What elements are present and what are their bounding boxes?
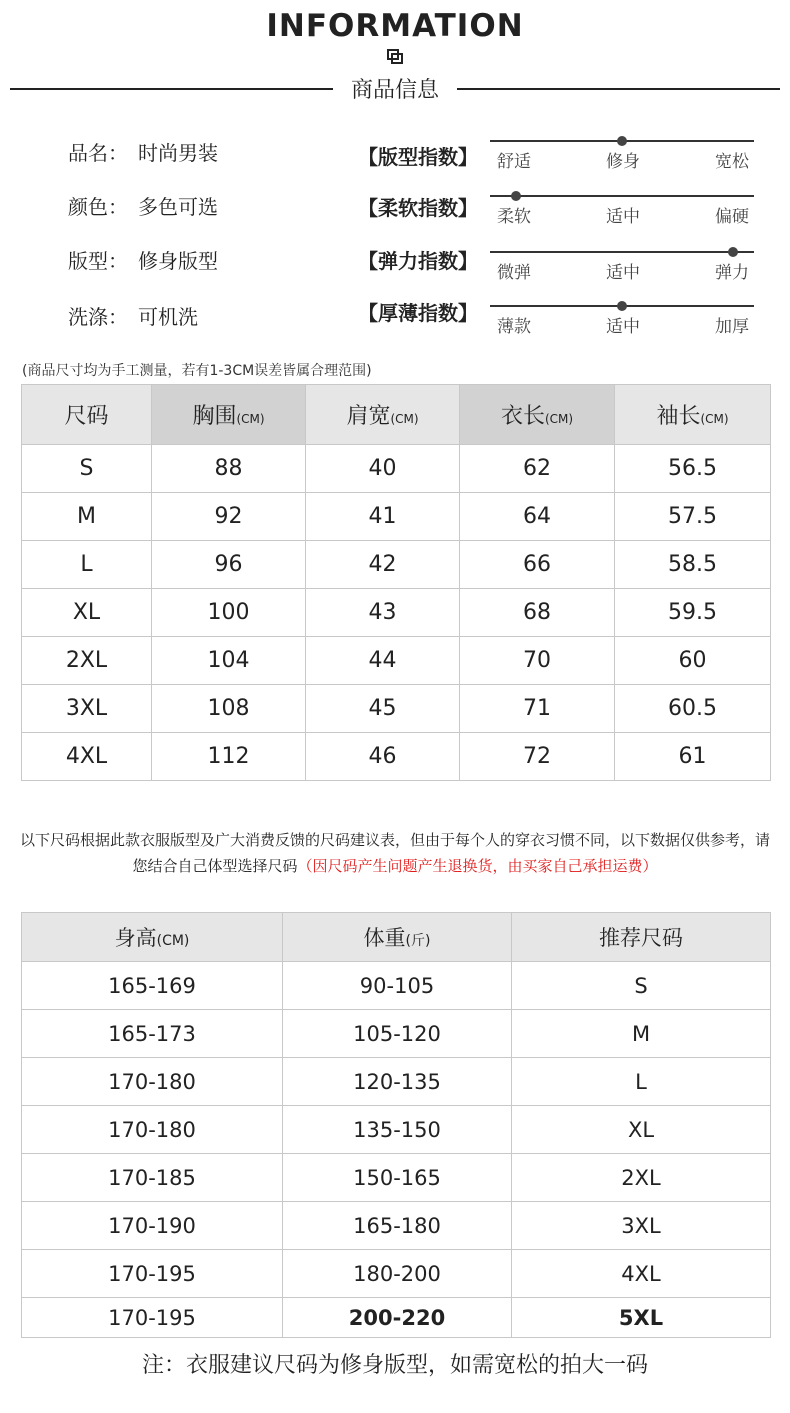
info-key: 颜色： (68, 195, 128, 219)
table-cell: 170-195 (22, 1298, 283, 1338)
footer-note: 注：衣服建议尺码为修身版型，如需宽松的拍大一码 (141, 1353, 648, 1378)
table-cell: 3XL (22, 685, 152, 733)
scale-line (490, 251, 754, 253)
table-row (22, 1010, 771, 1058)
table-cell: 60.5 (615, 685, 771, 733)
table-row (22, 733, 771, 781)
table-cell: 41 (306, 493, 460, 541)
table-cell: S (512, 962, 771, 1010)
index-scale-thickness (490, 305, 754, 345)
info-value: 可机洗 (138, 305, 198, 329)
table-row (22, 1106, 771, 1154)
table-cell: 66 (460, 541, 615, 589)
table-cell: 120-135 (283, 1058, 512, 1106)
scale-mid: 适中 (606, 263, 640, 283)
table-cell: 135-150 (283, 1106, 512, 1154)
table-cell: 64 (460, 493, 615, 541)
header-subtitle: 商品信息 (350, 78, 439, 103)
table-cell: 165-169 (22, 962, 283, 1010)
table-cell: M (22, 493, 152, 541)
index-scale-softness (490, 195, 754, 235)
recommend-table-header (22, 913, 771, 962)
table-cell: 61 (615, 733, 771, 781)
info-row-color (68, 191, 218, 220)
scale-low: 舒适 (497, 152, 531, 172)
col-header-chest: 胸围(CM) (152, 385, 306, 445)
table-cell: 60 (615, 637, 771, 685)
col-header-size: 尺码 (22, 385, 152, 445)
table-cell: L (22, 541, 152, 589)
table-cell: 59.5 (615, 589, 771, 637)
table-row (22, 445, 771, 493)
table-cell: 68 (460, 589, 615, 637)
table-cell: 170-190 (22, 1202, 283, 1250)
size-table (21, 384, 771, 781)
table-cell: 2XL (512, 1154, 771, 1202)
table-cell: 46 (306, 733, 460, 781)
table-row (22, 637, 771, 685)
info-value: 时尚男装 (138, 141, 218, 165)
table-cell: L (512, 1058, 771, 1106)
table-cell: 88 (152, 445, 306, 493)
table-row (22, 493, 771, 541)
info-value: 多色可选 (138, 195, 218, 219)
recommend-note-warning: （因尺码产生问题产生退换货，由买家自己承担运费） (297, 857, 658, 875)
table-row (22, 541, 771, 589)
table-cell: 5XL (512, 1298, 771, 1338)
index-label-thickness: 【厚薄指数】 (358, 301, 478, 325)
info-key: 洗涤： (68, 305, 128, 329)
col-header-weight: 体重(斤) (283, 913, 512, 962)
recommend-note (20, 827, 770, 879)
scale-marker (728, 247, 738, 257)
table-row (22, 1154, 771, 1202)
table-row (22, 962, 771, 1010)
recommend-note-text: 以下尺码根据此款衣服版型及广大消费反馈的尺码建议表，但由于每个人的穿衣习惯不同，以下数据仅供参考，请您结合自己体型选择尺码 (20, 831, 771, 875)
table-cell: 104 (152, 637, 306, 685)
table-row (22, 1058, 771, 1106)
index-scale-elasticity (490, 251, 754, 291)
col-header-recommended-size: 推荐尺码 (512, 913, 771, 962)
table-cell: 57.5 (615, 493, 771, 541)
table-cell: 150-165 (283, 1154, 512, 1202)
table-cell: 71 (460, 685, 615, 733)
table-cell: S (22, 445, 152, 493)
scale-high: 加厚 (715, 317, 749, 337)
table-row (22, 1202, 771, 1250)
info-key: 版型： (68, 249, 128, 273)
scale-mid: 适中 (606, 317, 640, 337)
scale-low: 微弹 (497, 263, 531, 283)
table-cell: 112 (152, 733, 306, 781)
table-cell: 70 (460, 637, 615, 685)
info-key: 品名： (68, 141, 128, 165)
table-cell: 4XL (512, 1250, 771, 1298)
table-cell: XL (512, 1106, 771, 1154)
scale-high: 宽松 (715, 152, 749, 172)
table-cell: 43 (306, 589, 460, 637)
table-cell: 56.5 (615, 445, 771, 493)
index-label-softness: 【柔软指数】 (358, 196, 478, 220)
table-cell: 165-180 (283, 1202, 512, 1250)
index-label-elasticity: 【弹力指数】 (358, 249, 478, 273)
info-row-fit (68, 245, 218, 274)
index-scale-fit (490, 140, 754, 180)
table-cell: 200-220 (283, 1298, 512, 1338)
col-header-sleeve: 袖长(CM) (615, 385, 771, 445)
table-cell: 108 (152, 685, 306, 733)
table-cell: 92 (152, 493, 306, 541)
table-cell: 165-173 (22, 1010, 283, 1058)
table-cell: 100 (152, 589, 306, 637)
table-cell: 58.5 (615, 541, 771, 589)
table-row (22, 685, 771, 733)
table-cell: 90-105 (283, 962, 512, 1010)
table-cell: XL (22, 589, 152, 637)
table-row (22, 589, 771, 637)
table-cell: 170-180 (22, 1058, 283, 1106)
divider-left (10, 88, 333, 90)
table-row (22, 1298, 771, 1338)
size-note: (商品尺寸均为手工测量，若有1-3CM误差皆属合理范围) (22, 363, 372, 379)
table-cell: 45 (306, 685, 460, 733)
scale-marker (617, 136, 627, 146)
table-cell: 180-200 (283, 1250, 512, 1298)
table-cell: 2XL (22, 637, 152, 685)
scale-mid: 适中 (606, 207, 640, 227)
table-cell: 170-185 (22, 1154, 283, 1202)
table-cell: 62 (460, 445, 615, 493)
info-value: 修身版型 (138, 249, 218, 273)
table-cell: 44 (306, 637, 460, 685)
table-cell: 105-120 (283, 1010, 512, 1058)
table-cell: 96 (152, 541, 306, 589)
info-row-wash (68, 301, 198, 330)
scale-high: 弹力 (715, 263, 749, 283)
table-cell: 42 (306, 541, 460, 589)
recommend-table (21, 912, 771, 1338)
table-cell: 40 (306, 445, 460, 493)
table-cell: 170-180 (22, 1106, 283, 1154)
col-header-height: 身高(CM) (22, 913, 283, 962)
table-cell: 3XL (512, 1202, 771, 1250)
scale-low: 柔软 (497, 207, 531, 227)
table-cell: M (512, 1010, 771, 1058)
scale-marker (617, 301, 627, 311)
divider-right (457, 88, 780, 90)
header-title: INFORMATION (266, 8, 524, 44)
scale-low: 薄款 (497, 317, 531, 337)
squares-icon (387, 49, 403, 64)
table-cell: 72 (460, 733, 615, 781)
col-header-length: 衣长(CM) (460, 385, 615, 445)
size-table-header (22, 385, 771, 445)
col-header-shoulder: 肩宽(CM) (306, 385, 460, 445)
table-row (22, 1250, 771, 1298)
scale-marker (511, 191, 521, 201)
info-row-name (68, 137, 218, 166)
index-label-fit: 【版型指数】 (358, 145, 478, 169)
scale-high: 偏硬 (715, 207, 749, 227)
scale-line (490, 195, 754, 197)
table-cell: 4XL (22, 733, 152, 781)
scale-mid: 修身 (606, 152, 640, 172)
table-cell: 170-195 (22, 1250, 283, 1298)
